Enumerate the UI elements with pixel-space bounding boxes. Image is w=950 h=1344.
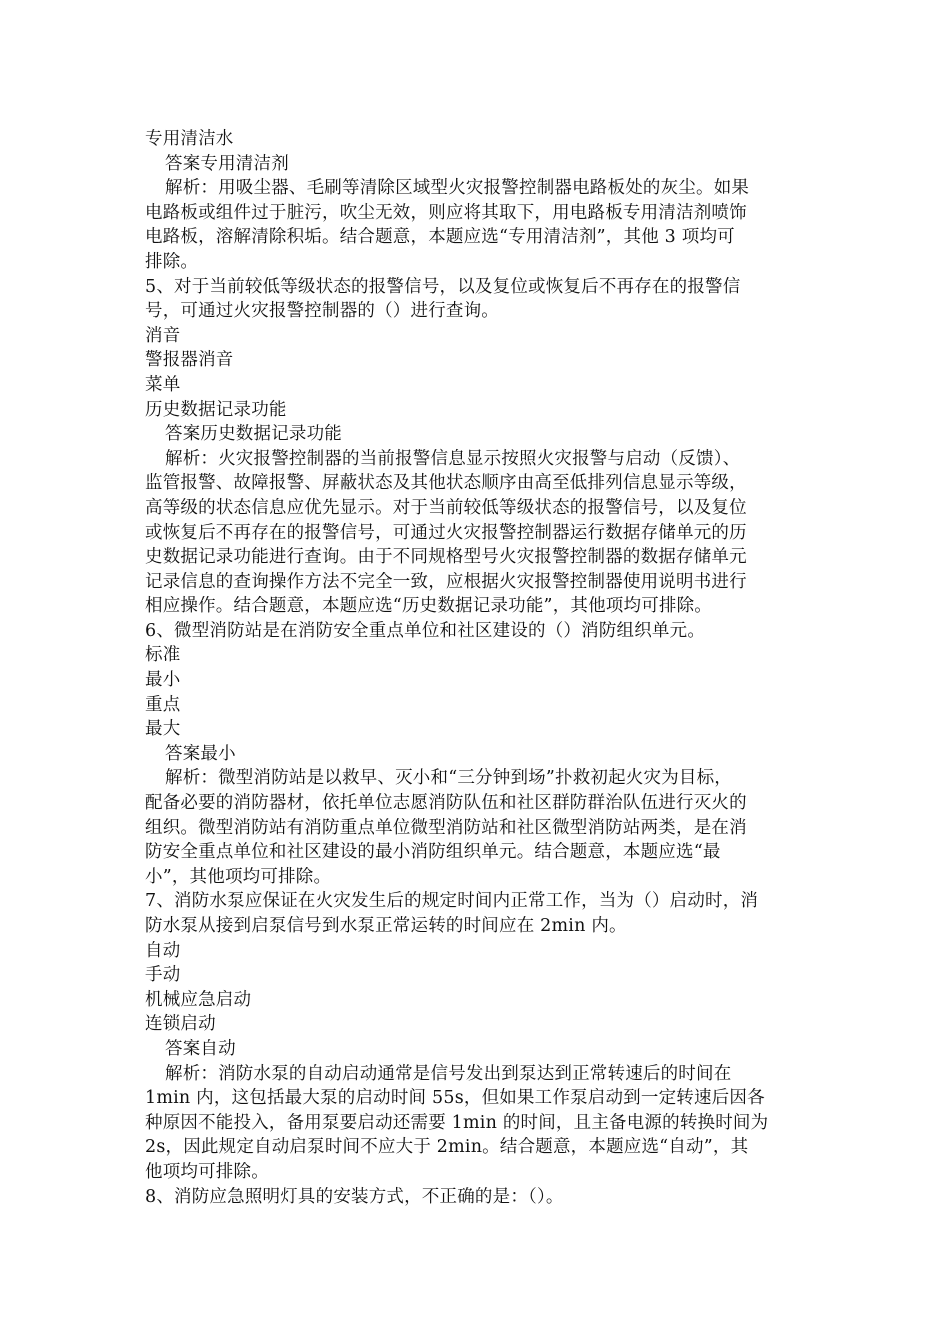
text-line: 6、微型消防站是在消防安全重点单位和社区建设的（）消防组织单元。	[145, 620, 706, 641]
text-line: 或恢复后不再存在的报警信号，可通过火灾报警控制器运行数据存储单元的历	[145, 522, 747, 543]
text-line: 小”，其他项均可排除。	[145, 866, 332, 887]
text-line: 高等级的状态信息应优先显示。对于当前较低等级状态的报警信号，以及复位	[145, 497, 747, 518]
text-line: 排除。	[145, 251, 199, 272]
text-line: 7、消防水泵应保证在火灾发生后的规定时间内正常工作，当为（）启动时，消	[145, 891, 759, 912]
text-line: 解析：微型消防站是以救早、灭小和“三分钟到场”扑救初起火灾为目标，	[165, 768, 732, 789]
text-line: 2s，因此规定自动启泵时间不应大于 2min。结合题意，本题应选“自动”，其	[145, 1137, 749, 1158]
text-line: 答案历史数据记录功能	[165, 424, 342, 445]
text-line: 最小	[145, 670, 181, 691]
text-line: 防水泵从接到启泵信号到水泵正常运转的时间应在 2min 内。	[145, 916, 627, 936]
text-line: 组织。微型消防站有消防重点单位微型消防站和社区微型消防站两类，是在消	[145, 817, 747, 838]
text-line: 专用清洁水	[145, 129, 234, 149]
text-line: 相应操作。结合题意，本题应选“历史数据记录功能”，其他项均可排除。	[145, 596, 712, 617]
text-line: 解析：消防水泵的自动启动通常是信号发出到泵达到正常转速后的时间在	[165, 1063, 732, 1084]
text-line: 重点	[145, 694, 181, 715]
text-line: 答案专用清洁剂	[165, 153, 289, 174]
text-line: 最大	[145, 719, 181, 740]
text-line: 警报器消音	[145, 350, 234, 371]
text-line: 答案自动	[165, 1038, 236, 1059]
text-line: 他项均可排除。	[145, 1161, 269, 1182]
text-line: 历史数据记录功能	[145, 399, 287, 420]
text-line: 自动	[145, 940, 181, 961]
text-line: 电路板或组件过于脏污，吹尘无效，则应将其取下，用电路板专用清洁剂喷饰	[145, 202, 747, 223]
text-line: 史数据记录功能进行查询。由于不同规格型号火灾报警控制器的数据存储单元	[145, 547, 747, 568]
text-line: 解析：用吸尘器、毛刷等清除区域型火灾报警控制器电路板处的灰尘。如果	[165, 178, 750, 199]
text-line: 种原因不能投入，备用泵要启动还需要 1min 的时间，且主备电源的转换时间为	[145, 1112, 769, 1133]
text-line: 手动	[145, 965, 181, 986]
text-line: 标准	[145, 645, 181, 666]
text-line: 消音	[145, 325, 181, 346]
text-line: 机械应急启动	[145, 989, 252, 1010]
text-line: 电路板，溶解清除积垢。结合题意，本题应选“专用清洁剂”，其他 3 项均可	[145, 227, 735, 248]
text-line: 解析：火灾报警控制器的当前报警信息显示按照火灾报警与启动（反馈）、	[165, 448, 741, 469]
text-line: 8、消防应急照明灯具的安装方式，不正确的是：（）。	[145, 1186, 564, 1207]
text-line: 配备必要的消防器材，依托单位志愿消防队伍和社区群防群治队伍进行灭火的	[145, 793, 747, 814]
text-line: 5、对于当前较低等级状态的报警信号，以及复位或恢复后不再存在的报警信	[145, 276, 741, 297]
text-line: 监管报警、故障报警、屏蔽状态及其他状态顺序由高至低排列信息显示等级，	[145, 473, 747, 494]
document-body	[145, 127, 810, 1209]
text-line: 答案最小	[165, 743, 236, 764]
text-line: 号，可通过火灾报警控制器的（）进行查询。	[145, 301, 499, 322]
text-line: 连锁启动	[145, 1014, 216, 1035]
text-line: 防安全重点单位和社区建设的最小消防组织单元。结合题意，本题应选“最	[145, 842, 721, 863]
text-line: 1min 内，这包括最大泵的启动时间 55s，但如果工作泵启动到一定转速后因各	[145, 1088, 765, 1109]
text-line: 记录信息的查询操作方法不完全一致，应根据火灾报警控制器使用说明书进行	[145, 571, 747, 592]
text-line: 菜单	[145, 374, 181, 395]
